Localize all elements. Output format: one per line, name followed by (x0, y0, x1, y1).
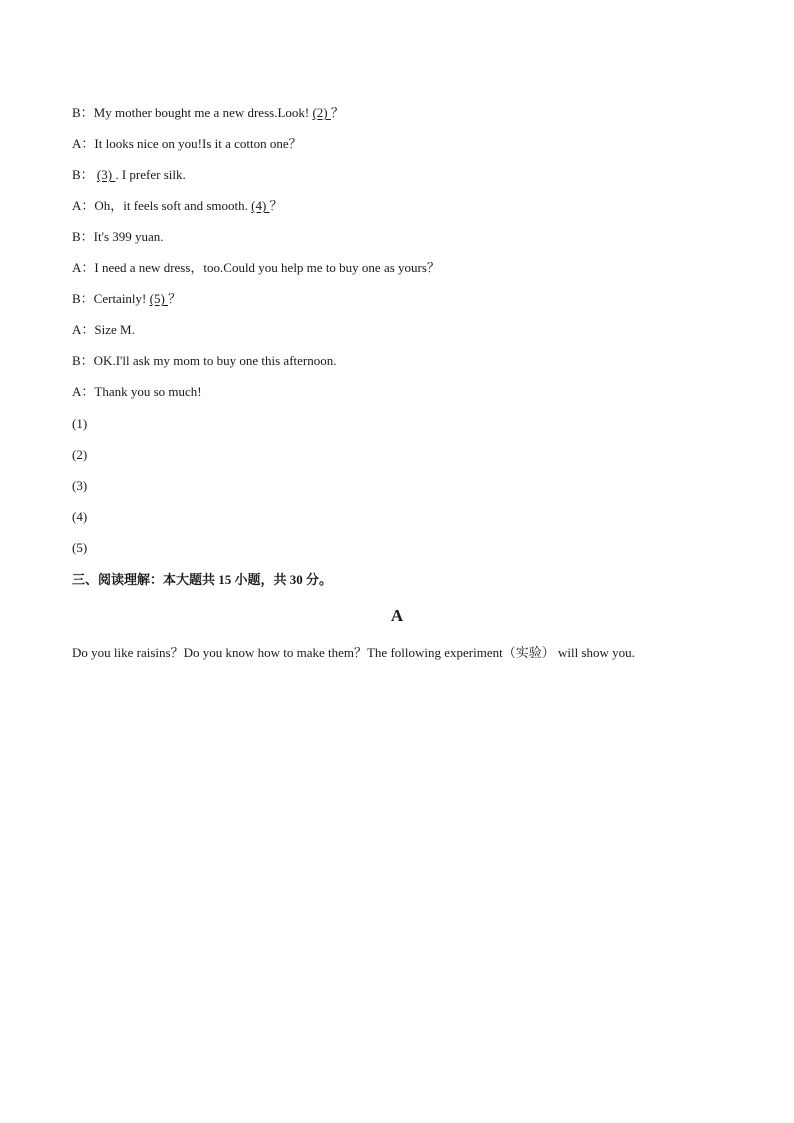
speaker-label: A： (72, 198, 95, 213)
answer-line-5: (5) (72, 540, 88, 555)
speaker-label: B： (72, 291, 94, 306)
blank-2: (2) (312, 105, 331, 120)
speaker-label: B： (72, 353, 94, 368)
speaker-label: A： (72, 384, 95, 399)
blank-5: (5) (149, 291, 169, 306)
speaker-label: B： (72, 105, 94, 120)
dialogue-text: Certainly! (93, 291, 150, 306)
answer-line-2: (2) (72, 447, 88, 462)
dialogue-text-end: ？ (330, 105, 344, 120)
passage-title: A (390, 606, 404, 625)
dialogue-line (72, 229, 164, 245)
dialogue-text-end: . I prefer silk. (115, 167, 186, 182)
speaker-label: A： (72, 260, 95, 275)
dialogue-text: I need a new dress，too.Could you help me to buy one as yours？ (94, 260, 440, 275)
section-heading: 三、阅读理解：本大题共 15 小题，共 30 分。 (72, 572, 333, 587)
speaker-label: A： (72, 322, 95, 337)
dialogue-text-end: ？ (168, 291, 182, 306)
dialogue-line (72, 353, 336, 369)
speaker-label: B： (72, 229, 94, 244)
dialogue-line (72, 384, 202, 400)
dialogue-text: Oh，it feels soft and smooth. (94, 198, 252, 213)
dialogue-line (72, 198, 283, 214)
dialogue-line (72, 167, 186, 183)
dialogue-text: It's 399 yuan. (93, 229, 164, 244)
answer-line-1: (1) (72, 416, 88, 431)
speaker-label: B： (72, 167, 94, 182)
dialogue-text-end: ？ (269, 198, 283, 213)
dialogue-line (72, 291, 181, 307)
blank-3: (3) (96, 167, 116, 182)
dialogue-line (72, 260, 440, 276)
dialogue-text: It looks nice on you!Is it a cotton one？ (94, 136, 302, 151)
speaker-label: A： (72, 136, 95, 151)
dialogue-line (72, 322, 135, 338)
blank-4: (4) (251, 198, 270, 213)
answer-line-3: (3) (72, 478, 88, 493)
answer-line-4: (4) (72, 509, 88, 524)
dialogue-text: Size M. (94, 322, 135, 337)
dialogue-text: OK.I'll ask my mom to buy one this afternoon. (93, 353, 337, 368)
dialogue-line (72, 136, 302, 152)
dialogue-line (72, 105, 344, 121)
dialogue-text: Thank you so much! (94, 384, 202, 399)
passage-intro: Do you like raisins？Do you know how to make them？The following experiment（实验） will show you. (72, 645, 635, 660)
dialogue-text: My mother bought me a new dress.Look! (93, 105, 313, 120)
